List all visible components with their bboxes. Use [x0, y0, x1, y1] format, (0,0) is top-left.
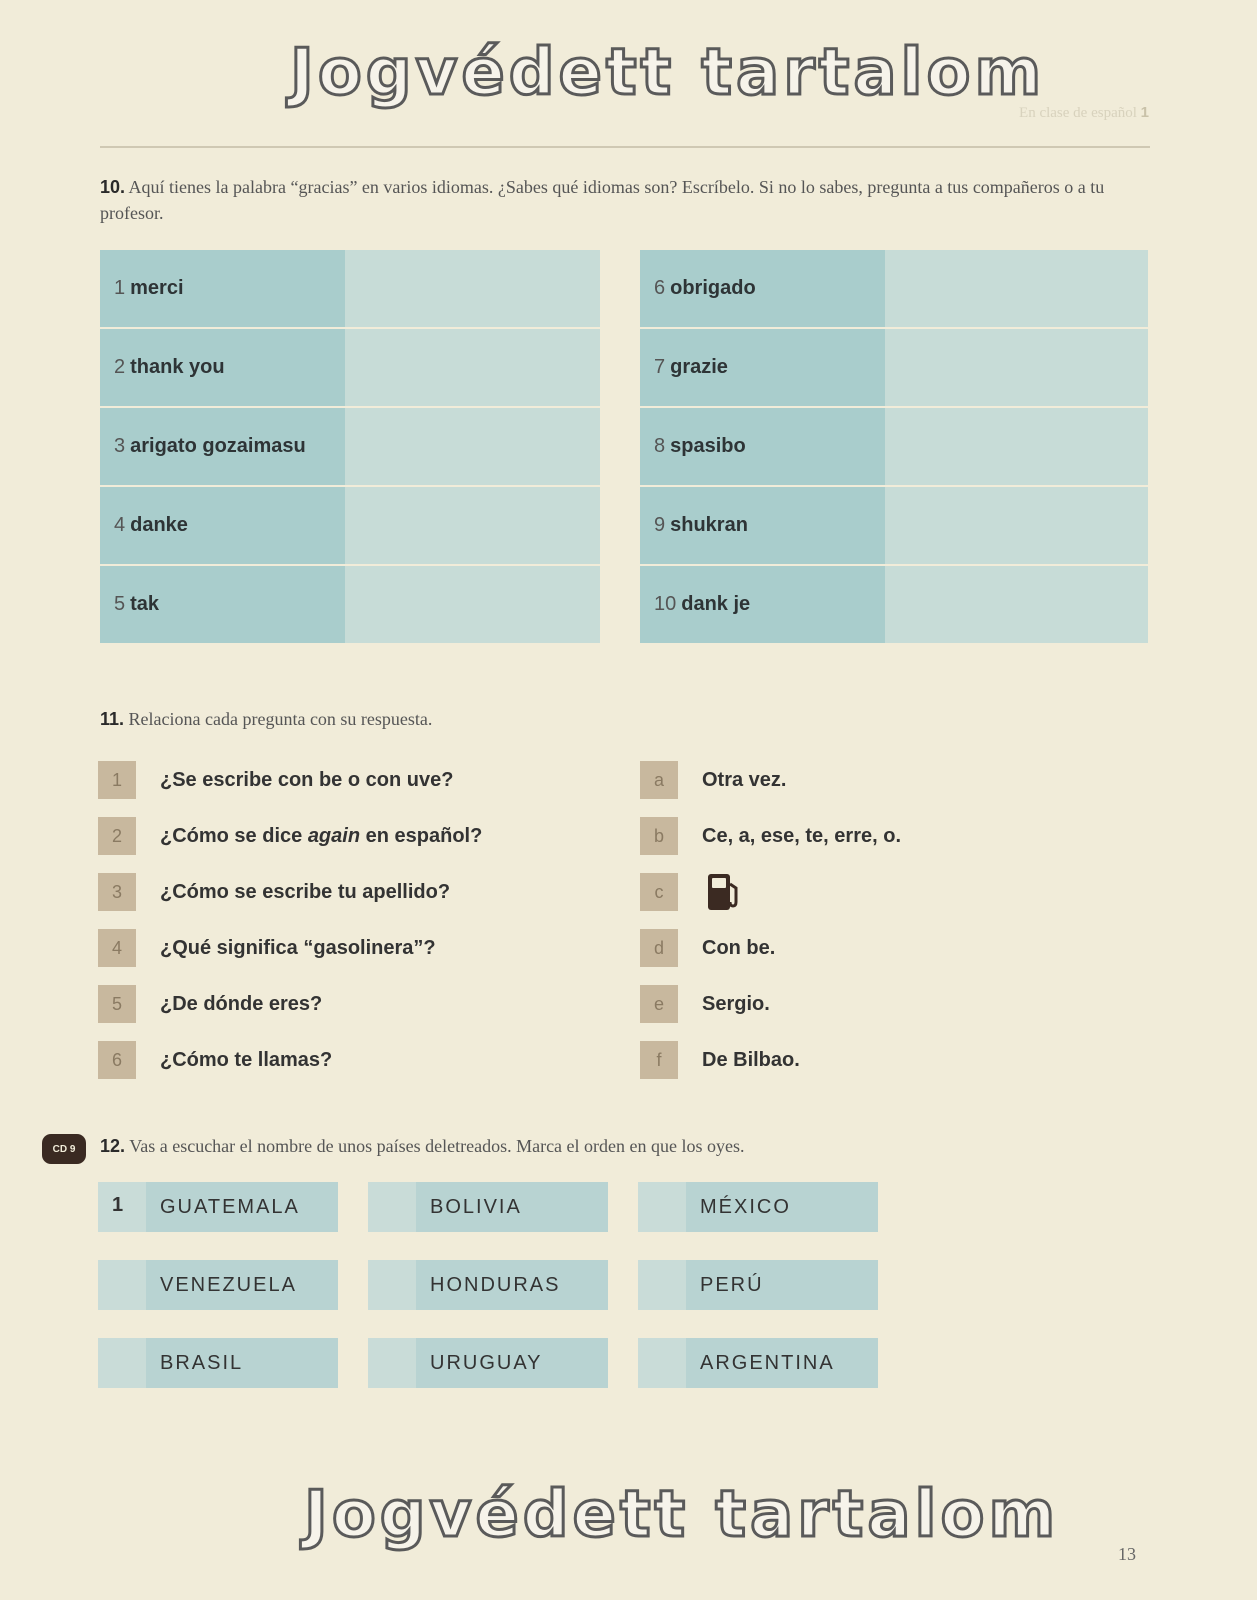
- question-text: ¿Qué significa “gasolinera”?: [160, 936, 436, 959]
- ex11-number: 11.: [100, 709, 125, 729]
- question-text: ¿Se escribe con be o con uve?: [160, 768, 454, 791]
- ex12-number: 12.: [100, 1136, 126, 1156]
- answer-blank[interactable]: [345, 566, 600, 643]
- gas-pump-icon: [706, 872, 740, 912]
- watermark-bottom: Jogvédett tartalom: [304, 1478, 1060, 1552]
- word-row: [100, 566, 600, 643]
- question-number-box[interactable]: 6: [98, 1041, 136, 1079]
- word-text: thank you: [130, 356, 225, 378]
- ex12-instruction-text: Vas a escuchar el nombre de unos países deletreados. Marca el orden en que los oyes.: [129, 1136, 745, 1156]
- question-row: [98, 976, 482, 1032]
- question-number-box[interactable]: 5: [98, 985, 136, 1023]
- ex11-instruction-text: Relaciona cada pregunta con su respuesta.: [128, 709, 433, 729]
- country-cell[interactable]: [368, 1260, 608, 1310]
- word-row: [640, 329, 1148, 406]
- answer-letter-box[interactable]: e: [640, 985, 678, 1023]
- ex10-left-column: [100, 250, 600, 645]
- question-text-italic: again: [307, 824, 361, 847]
- word-number: 4: [114, 514, 126, 536]
- country-name: URUGUAY: [416, 1338, 608, 1388]
- answer-blank[interactable]: [345, 250, 600, 327]
- word-row: [640, 566, 1148, 643]
- answer-blank[interactable]: [885, 487, 1148, 564]
- word-label: [640, 250, 885, 327]
- word-text: shukran: [670, 514, 748, 536]
- question-row: [98, 1032, 482, 1088]
- answer-letter-box[interactable]: a: [640, 761, 678, 799]
- word-row: [640, 487, 1148, 564]
- word-label: [100, 408, 345, 485]
- answer-text: Con be.: [702, 936, 776, 959]
- word-label: [100, 250, 345, 327]
- word-text: arigato gozaimasu: [130, 435, 306, 457]
- word-text: grazie: [670, 356, 728, 378]
- word-number: 3: [114, 435, 126, 457]
- word-label: [640, 329, 885, 406]
- word-number: 8: [654, 435, 666, 457]
- word-row: [640, 250, 1148, 327]
- question-number-box[interactable]: 4: [98, 929, 136, 967]
- word-text: danke: [130, 514, 188, 536]
- page-number: 13: [1118, 1544, 1136, 1564]
- answer-text: Otra vez.: [702, 768, 787, 791]
- country-name: ARGENTINA: [686, 1338, 878, 1388]
- answer-letter-box[interactable]: b: [640, 817, 678, 855]
- watermark-top: Jogvédett tartalom: [290, 36, 1046, 110]
- running-head-number: 1: [1140, 104, 1149, 121]
- answer-blank[interactable]: [885, 250, 1148, 327]
- word-label: [100, 566, 345, 643]
- ex10-right-column: [640, 250, 1148, 645]
- word-number: 1: [114, 277, 126, 299]
- word-label: [640, 408, 885, 485]
- country-name: BRASIL: [146, 1338, 338, 1388]
- word-label: [640, 487, 885, 564]
- word-number: 5: [114, 593, 126, 615]
- word-number: 6: [654, 277, 666, 299]
- country-name: PERÚ: [686, 1260, 878, 1310]
- ex11-instruction: [100, 706, 432, 732]
- answer-row: [640, 864, 901, 920]
- answer-row: [640, 976, 901, 1032]
- word-number: 7: [654, 356, 666, 378]
- question-row: [98, 864, 482, 920]
- answer-letter-box[interactable]: f: [640, 1041, 678, 1079]
- word-row: [100, 487, 600, 564]
- country-cell[interactable]: [98, 1182, 338, 1232]
- ex10-number: 10.: [100, 177, 126, 197]
- answer-row: [640, 752, 901, 808]
- question-number-box[interactable]: 1: [98, 761, 136, 799]
- question-text: ¿Cómo se escribe tu apellido?: [160, 880, 451, 903]
- answer-row: [640, 920, 901, 976]
- country-cell[interactable]: [638, 1182, 878, 1232]
- question-text: ¿De dónde eres?: [160, 992, 323, 1015]
- answer-list: [640, 752, 901, 1088]
- word-number: 10: [654, 593, 677, 615]
- cd-track-badge: CD 9: [42, 1134, 86, 1164]
- word-text: tak: [130, 593, 160, 615]
- country-cell[interactable]: [98, 1260, 338, 1310]
- question-row: [98, 920, 482, 976]
- word-text: merci: [130, 277, 184, 299]
- word-row: [100, 329, 600, 406]
- answer-text: Ce, a, ese, te, erre, o.: [702, 824, 901, 847]
- word-text: spasibo: [670, 435, 746, 457]
- word-row: [100, 408, 600, 485]
- country-cell[interactable]: [98, 1338, 338, 1388]
- running-head: [1019, 104, 1149, 122]
- word-label: [100, 329, 345, 406]
- country-cell[interactable]: [638, 1338, 878, 1388]
- ex10-instruction-text: Aquí tienes la palabra “gracias” en varios idiomas. ¿Sabes qué idiomas son? Escríbelo. Si no lo sabes, pregunta a tus compañeros o a tu profesor.: [100, 177, 1105, 223]
- answer-text: De Bilbao.: [702, 1048, 800, 1071]
- word-label: [640, 566, 885, 643]
- ex10-instruction: [100, 174, 1130, 226]
- answer-text: Sergio.: [702, 992, 770, 1015]
- top-rule: [100, 146, 1150, 148]
- question-text-post: en español?: [360, 824, 483, 847]
- word-row: [100, 250, 600, 327]
- answer-blank[interactable]: [345, 329, 600, 406]
- question-list: [98, 752, 482, 1088]
- answer-blank[interactable]: [885, 566, 1148, 643]
- word-label: [100, 487, 345, 564]
- word-number: 9: [654, 514, 666, 536]
- question-row: [98, 752, 482, 808]
- answer-blank[interactable]: [885, 408, 1148, 485]
- country-name: BOLIVIA: [416, 1182, 608, 1232]
- country-name: GUATEMALA: [146, 1182, 338, 1232]
- answer-row: [640, 1032, 901, 1088]
- question-number-box[interactable]: 3: [98, 873, 136, 911]
- answer-blank[interactable]: [345, 487, 600, 564]
- country-name: MÉXICO: [686, 1182, 878, 1232]
- answer-blank[interactable]: [345, 408, 600, 485]
- answer-letter-box[interactable]: d: [640, 929, 678, 967]
- word-number: 2: [114, 356, 126, 378]
- running-head-title: En clase de español: [1019, 105, 1137, 121]
- country-cell[interactable]: [368, 1182, 608, 1232]
- answer-blank[interactable]: [885, 329, 1148, 406]
- country-name: VENEZUELA: [146, 1260, 338, 1310]
- question-text: [160, 825, 482, 848]
- word-row: [640, 408, 1148, 485]
- country-cell[interactable]: [638, 1260, 878, 1310]
- country-cell[interactable]: [368, 1338, 608, 1388]
- question-text: ¿Cómo te llamas?: [160, 1048, 333, 1071]
- country-name: HONDURAS: [416, 1260, 608, 1310]
- question-text-pre: ¿Cómo se dice: [160, 824, 308, 847]
- question-row: [98, 808, 482, 864]
- answer-letter-box[interactable]: c: [640, 873, 678, 911]
- question-number-box[interactable]: 2: [98, 817, 136, 855]
- ex12-instruction: [100, 1133, 745, 1159]
- word-text: dank je: [681, 593, 751, 615]
- answer-row: [640, 808, 901, 864]
- word-text: obrigado: [670, 277, 756, 299]
- order-number: 1: [112, 1194, 124, 1216]
